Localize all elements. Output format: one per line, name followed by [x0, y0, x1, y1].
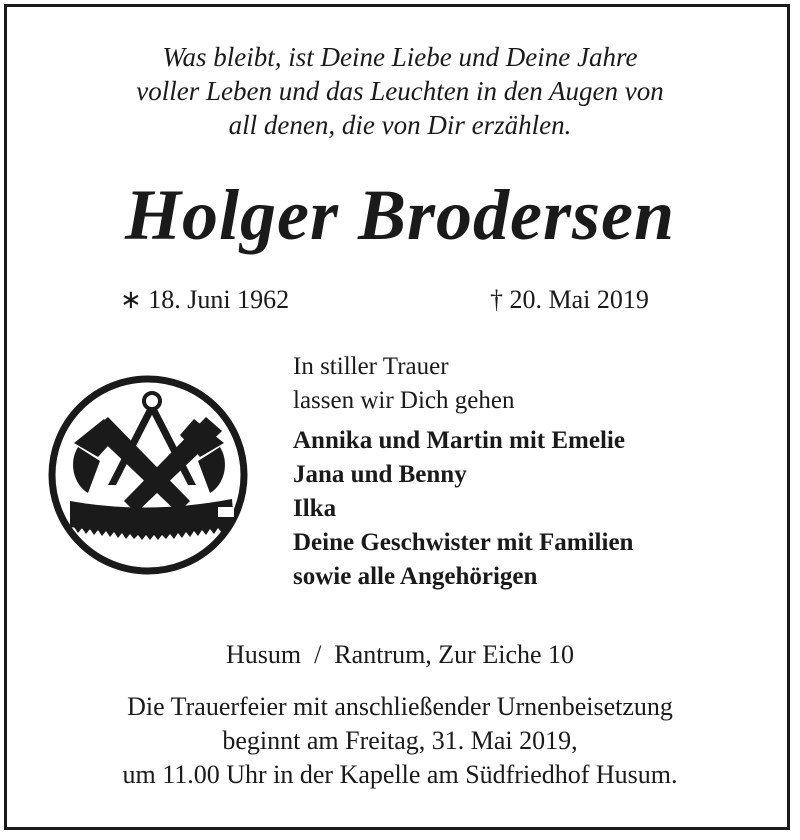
mourner-name: Ilka: [293, 495, 337, 522]
service-line-3: um 11.00 Uhr in der Kapelle am Südfriedhof Husum.: [122, 760, 678, 789]
death-date: † 20. Mai 2019: [490, 285, 649, 314]
carpenter-guild-emblem-icon: [48, 373, 248, 578]
mourners-intro-line-2: lassen wir Dich gehen: [293, 387, 515, 414]
mourners-block: [293, 350, 633, 594]
funeral-service-info: [0, 690, 800, 792]
deceased-name: Holger Brodersen: [124, 175, 676, 255]
motto-line-3: all denen, die von Dir erzählen.: [228, 110, 572, 140]
service-line-2: beginnt am Freitag, 31. Mai 2019,: [222, 726, 578, 755]
service-line-1: Die Trauerfeier mit anschließender Urnenbeisetzung: [127, 692, 673, 721]
motto-line-2: voller Leben und das Leuchten in den Augen von: [136, 76, 664, 106]
motto-line-1: Was bleibt, ist Deine Liebe und Deine Jahre: [162, 42, 638, 72]
mourner-name: sowie alle Angehörigen: [293, 563, 538, 590]
motto-verse: [0, 40, 800, 142]
mourner-name: Deine Geschwister mit Familien: [293, 529, 634, 556]
mourner-name: Jana und Benny: [293, 461, 467, 488]
mourners-intro-line-1: In stiller Trauer: [293, 353, 449, 380]
mourner-name: Annika und Martin mit Emelie: [293, 427, 625, 454]
birth-date: ∗ 18. Juni 1962: [120, 285, 290, 314]
address-line: Husum / Rantrum, Zur Eiche 10: [225, 640, 575, 669]
